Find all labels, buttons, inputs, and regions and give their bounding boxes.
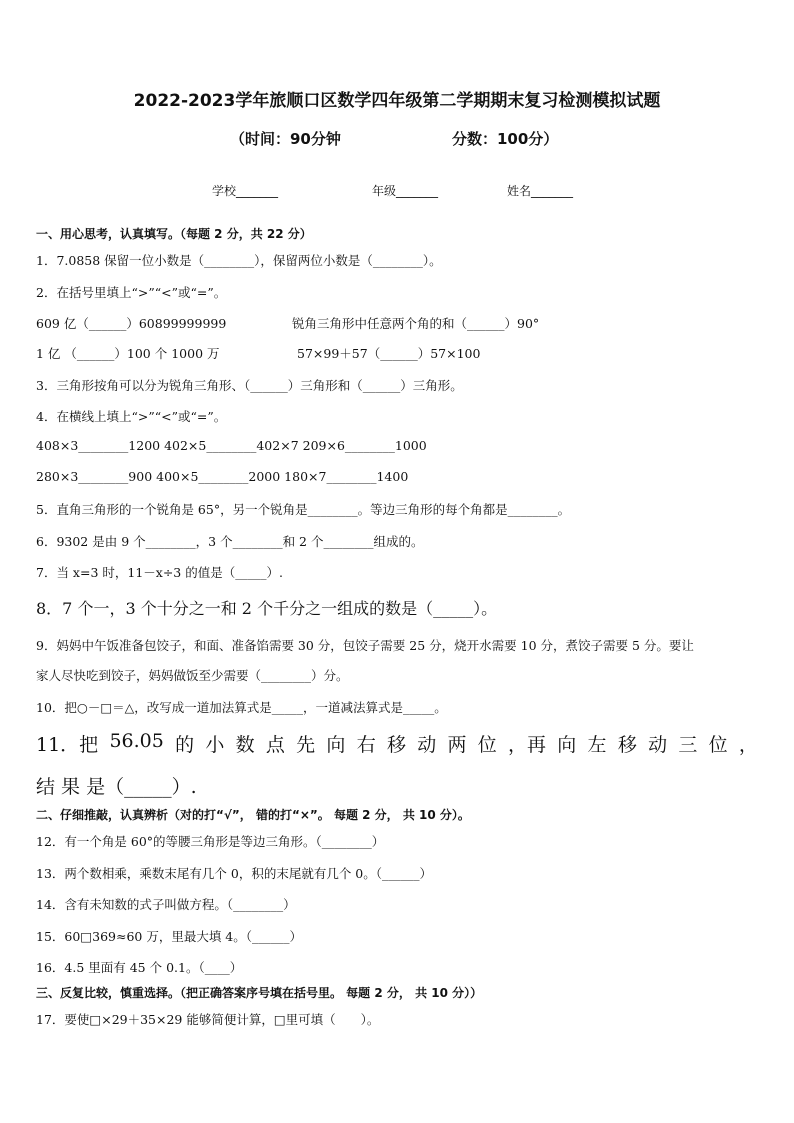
name-field[interactable]: 姓名_______ xyxy=(507,184,574,198)
section-heading-1: 一、用心思考，认真填写。（每题 2 分，共 22 分） xyxy=(36,227,312,241)
q11-word: 11．把 xyxy=(36,734,99,756)
question-3: 3．三角形按角可以分为锐角三角形、（______）三角形和（______）三角形。 xyxy=(36,378,463,393)
exam-score: 分数：100分） xyxy=(452,130,559,148)
question-8: 8．7 个一，3 个十分之一和 2 个千分之一组成的数是（_____）。 xyxy=(36,599,498,618)
question-11-line-1 xyxy=(36,730,758,757)
question-5: 5．直角三角形的一个锐角是 65°，另一个锐角是________。等边三角形的每个角都是________。 xyxy=(36,502,571,517)
question-2-part-d: 57×99＋57（______）57×100 xyxy=(297,346,481,361)
section-heading-3: 三、反复比较，慎重选择。（把正确答案序号填在括号里。 每题 2 分， 共 10 分）） xyxy=(36,986,483,1000)
question-13: 13．两个数相乘，乘数末尾有几个 0，积的末尾就有几个 0。（______） xyxy=(36,866,433,881)
section-heading-2: 二、仔细推敲，认真辨析（对的打“√”， 错的打“×”。 每题 2 分， 共 10 分）。 xyxy=(36,808,470,822)
q11-word: 左 xyxy=(587,734,607,756)
question-11-line-2: 结 果 是（_____）. xyxy=(36,776,197,798)
q11-word: ，再 xyxy=(508,734,547,756)
q11-word: 的 xyxy=(175,734,195,756)
question-6: 6．9302 是由 9 个________，3 个________和 2 个________组成的。 xyxy=(36,534,424,549)
question-16: 16．4.5 里面有 45 个 0.1。（____） xyxy=(36,960,243,975)
question-1: 1．7.0858 保留一位小数是（________），保留两位小数是（________）。 xyxy=(36,253,442,268)
q11-word: 先 xyxy=(296,734,316,756)
q11-word: 右 xyxy=(356,734,376,756)
school-field[interactable]: 学校_______ xyxy=(212,184,279,198)
question-9-line-1: 9．妈妈中午饭准备包饺子，和面、准备馅需要 30 分，包饺子需要 25 分，烧开水需要 10 分，煮饺子需要 5 分。要让 xyxy=(36,638,694,653)
q11-word: 位 xyxy=(477,734,497,756)
q11-word: 动 xyxy=(648,734,668,756)
q11-word: 移 xyxy=(617,734,637,756)
q11-word: 动 xyxy=(417,734,437,756)
question-9-line-2: 家人尽快吃到饺子，妈妈做饭至少需要（________）分。 xyxy=(36,668,349,683)
q11-word: 小 xyxy=(205,734,225,756)
question-15: 15．60□369≈60 万，里最大填 4。（______） xyxy=(36,929,303,944)
question-17: 17．要使□×29＋35×29 能够简便计算，□里可填（ ）。 xyxy=(36,1012,380,1027)
q11-word: 点 xyxy=(265,734,285,756)
page-title: 2022-2023学年旅顺口区数学四年级第二学期期末复习检测模拟试题 xyxy=(133,91,661,111)
question-4: 4．在横线上填上“>”“<”或“=”。 xyxy=(36,409,227,424)
question-4-row-1: 408×3________1200 402×5________402×7 209×6________1000 xyxy=(36,438,427,453)
q11-word: 数 xyxy=(235,734,255,756)
q11-word: 向 xyxy=(557,734,577,756)
question-10: 10．把○－□＝△，改写成一道加法算式是_____，一道减法算式是_____。 xyxy=(36,700,447,715)
q11-word: 两 xyxy=(447,734,467,756)
question-2-part-a: 609 亿（______）60899999999 xyxy=(36,316,227,331)
question-2: 2．在括号里填上“>”“<”或“=”。 xyxy=(36,285,227,300)
exam-time: （时间：90分钟 xyxy=(230,130,341,148)
q11-word: 位 xyxy=(708,734,728,756)
question-4-row-2: 280×3________900 400×5________2000 180×7________1400 xyxy=(36,469,409,484)
q11-word: 向 xyxy=(326,734,346,756)
grade-field[interactable]: 年级_______ xyxy=(372,184,439,198)
question-7: 7．当 x=3 时，11－x÷3 的值是（_____）. xyxy=(36,565,283,580)
question-14: 14．含有未知数的式子叫做方程。（________） xyxy=(36,897,296,912)
q11-word: ， xyxy=(738,734,758,756)
question-2-part-c: 1 亿 （______）100 个 1000 万 xyxy=(36,346,220,361)
q11-word: 三 xyxy=(678,734,698,756)
question-12: 12．有一个角是 60°的等腰三角形是等边三角形。（________） xyxy=(36,834,385,849)
q11-word: 移 xyxy=(386,734,406,756)
q11-word: 56.05 xyxy=(109,730,164,752)
question-2-part-b: 锐角三角形中任意两个角的和（______）90° xyxy=(292,316,540,331)
